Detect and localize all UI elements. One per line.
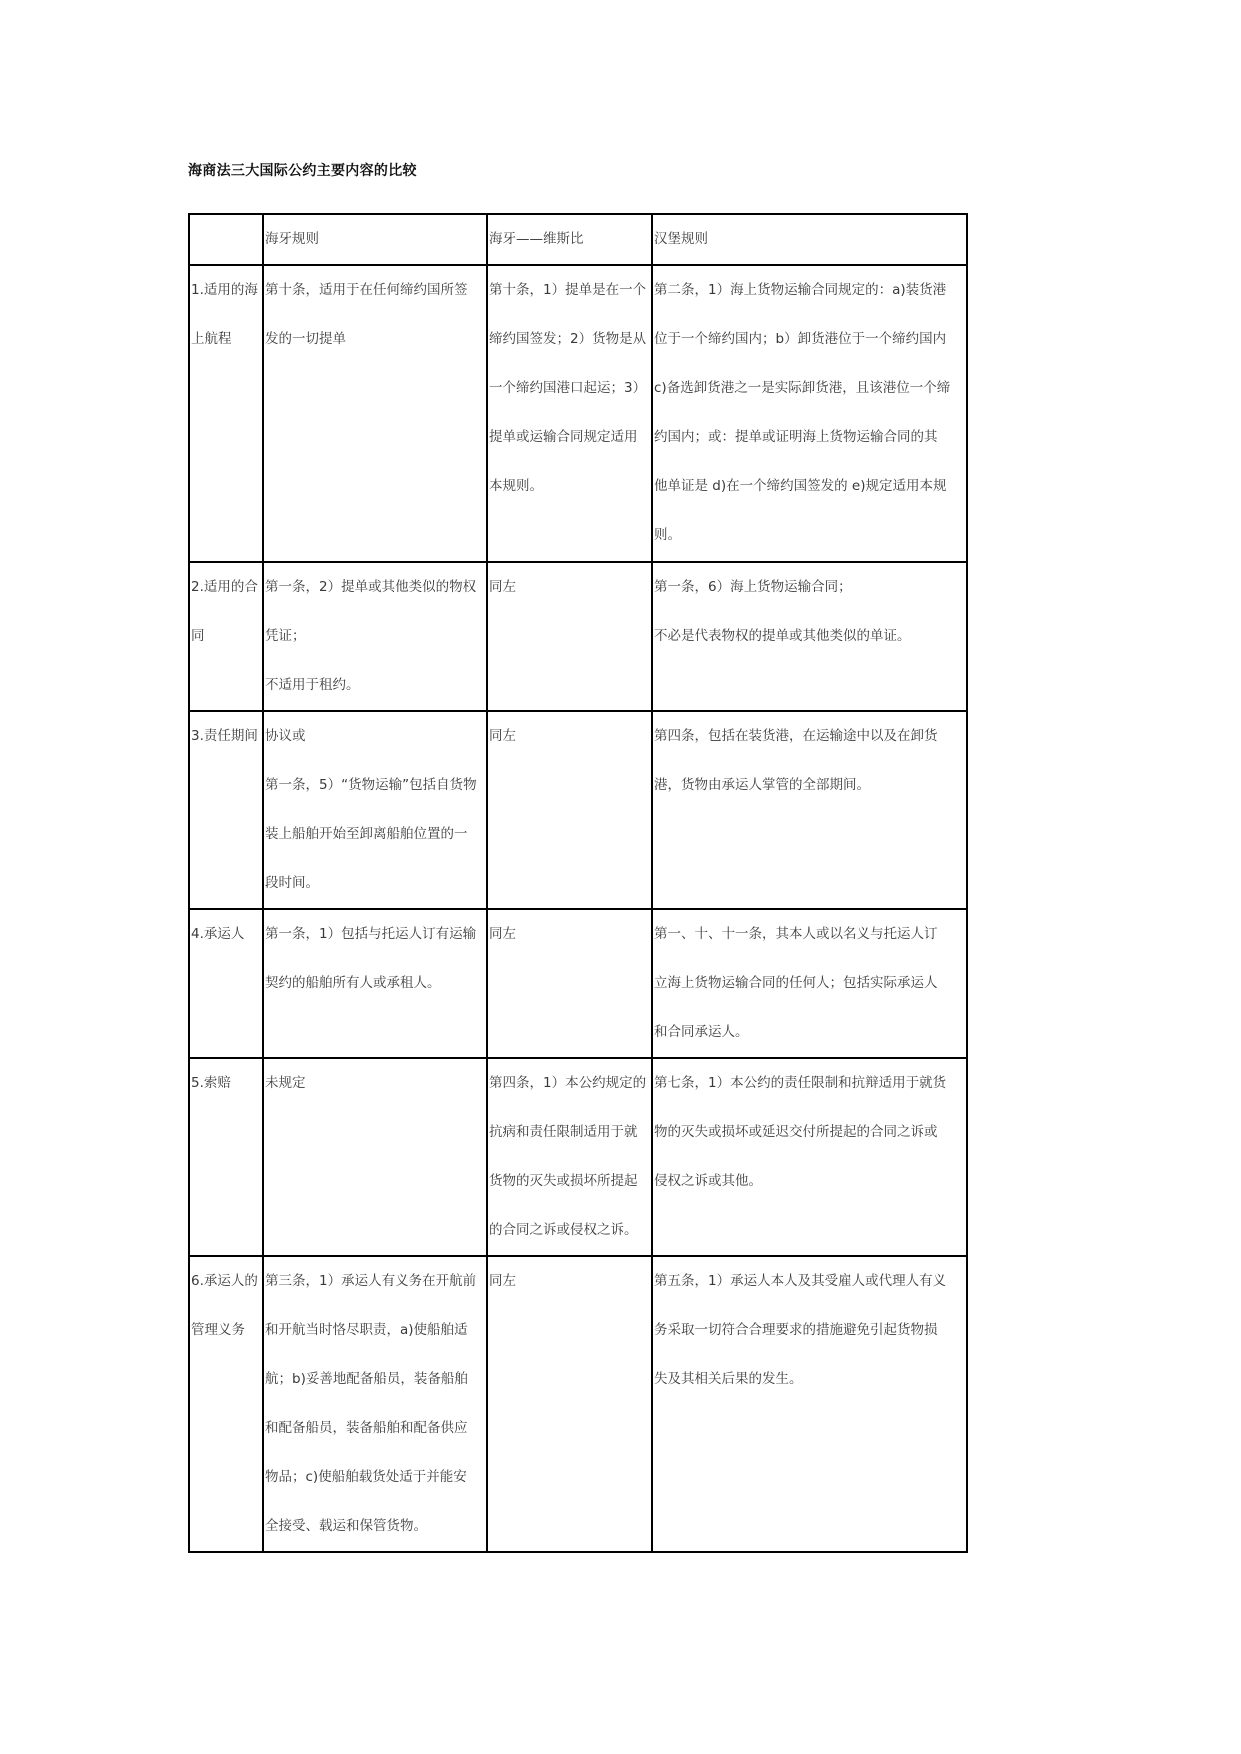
cell-line: 第一条，6）海上货物运输合同； xyxy=(654,579,852,595)
cell-line: 不必是代表物权的提单或其他类似的单证。 xyxy=(654,628,911,644)
cell-line: 港，货物由承运人掌管的全部期间。 xyxy=(654,777,870,793)
cell-line: 第七条，1）本公约的责任限制和抗辩适用于就货 xyxy=(654,1075,947,1091)
cell-line: 5.索赔 xyxy=(191,1075,231,1091)
cell-line: 物的灭失或损坏或延迟交付所提起的合同之诉或 xyxy=(654,1124,938,1140)
cell-line: 约国内；或：提单或证明海上货物运输合同的其 xyxy=(654,429,938,445)
cell-line: 的合同之诉或侵权之诉。 xyxy=(489,1222,638,1238)
cell-line: 第三条，1）承运人有义务在开航前 xyxy=(265,1273,477,1289)
cell-line: 6.承运人的 xyxy=(191,1273,258,1289)
cell-topic xyxy=(189,562,263,711)
cell-line: 航；b)妥善地配备船员，装备船舶 xyxy=(265,1371,468,1387)
cell-line: 上航程 xyxy=(191,331,232,347)
cell-hague xyxy=(263,1058,487,1256)
header-cell xyxy=(189,214,263,265)
cell-line: 发的一切提单 xyxy=(265,331,346,347)
cell-line: 装上船舶开始至卸离船舶位置的一 xyxy=(265,826,468,842)
cell-line: 缔约国签发；2）货物是从 xyxy=(489,331,647,347)
cell-line: 段时间。 xyxy=(265,875,319,891)
cell-line: 凭证； xyxy=(265,628,306,644)
cell-line: 同左 xyxy=(489,579,516,595)
cell-line: 管理义务 xyxy=(191,1322,245,1338)
cell-line: 抗病和责任限制适用于就 xyxy=(489,1124,638,1140)
header-cell xyxy=(652,214,967,265)
table-row xyxy=(189,562,967,711)
table-row xyxy=(189,1256,967,1552)
cell-hague xyxy=(263,562,487,711)
comparison-table xyxy=(188,213,968,1553)
cell-line: 2.适用的合 xyxy=(191,579,258,595)
cell-topic xyxy=(189,711,263,909)
cell-visby xyxy=(487,711,652,909)
cell-line: 失及其相关后果的发生。 xyxy=(654,1371,803,1387)
cell-line: 同左 xyxy=(489,926,516,942)
cell-line: 货物的灭失或损坏所提起 xyxy=(489,1173,638,1189)
cell-line: 一个缔约国港口起运；3） xyxy=(489,380,647,396)
cell-line: 提单或运输合同规定适用 xyxy=(489,429,638,445)
cell-line: 第一条，2）提单或其他类似的物权 xyxy=(265,579,477,595)
table-row xyxy=(189,1058,967,1256)
cell-line: 务采取一切符合合理要求的措施避免引起货物损 xyxy=(654,1322,938,1338)
cell-line: 侵权之诉或其他。 xyxy=(654,1173,762,1189)
table-row xyxy=(189,711,967,909)
cell-line: 第一、十、十一条，其本人或以名义与托运人订 xyxy=(654,926,938,942)
cell-line: 1.适用的海 xyxy=(191,282,258,298)
cell-line: 同左 xyxy=(489,728,516,744)
cell-line: 第十条，1）提单是在一个 xyxy=(489,282,647,298)
cell-line: 第四条，1）本公约规定的 xyxy=(489,1075,647,1091)
cell-visby xyxy=(487,562,652,711)
cell-line: 则。 xyxy=(654,527,681,543)
cell-line: 契约的船舶所有人或承租人。 xyxy=(265,975,441,991)
header-cell-text: 海牙——维斯比 xyxy=(489,231,584,247)
cell-line: 第四条，包括在装货港，在运输途中以及在卸货 xyxy=(654,728,938,744)
header-cell xyxy=(263,214,487,265)
header-cell-text: 海牙规则 xyxy=(265,231,319,247)
cell-hamburg xyxy=(652,562,967,711)
table-row xyxy=(189,909,967,1058)
cell-line: 和配备船员，装备船舶和配备供应 xyxy=(265,1420,468,1436)
cell-line: 第一条，1）包括与托运人订有运输 xyxy=(265,926,477,942)
cell-line: 未规定 xyxy=(265,1075,306,1091)
cell-hague xyxy=(263,909,487,1058)
cell-topic xyxy=(189,1058,263,1256)
table-header-row xyxy=(189,214,967,265)
cell-line: 不适用于租约。 xyxy=(265,677,360,693)
cell-line: c)备选卸货港之一是实际卸货港，且该港位一个缔 xyxy=(654,380,951,396)
cell-line: 第五条，1）承运人本人及其受雇人或代理人有义 xyxy=(654,1273,947,1289)
cell-topic xyxy=(189,265,263,562)
cell-line: 协议或 xyxy=(265,728,306,744)
cell-line: 4.承运人 xyxy=(191,926,245,942)
cell-hague xyxy=(263,711,487,909)
cell-hague xyxy=(263,1256,487,1552)
cell-topic xyxy=(189,909,263,1058)
cell-hague xyxy=(263,265,487,562)
cell-line: 本规则。 xyxy=(489,478,543,494)
cell-line: 同左 xyxy=(489,1273,516,1289)
cell-line: 全接受、载运和保管货物。 xyxy=(265,1518,427,1534)
cell-line: 他单证是 d)在一个缔约国签发的 e)规定适用本规 xyxy=(654,478,947,494)
cell-visby xyxy=(487,1256,652,1552)
cell-line: 第一条，5）“货物运输”包括自货物 xyxy=(265,777,477,793)
cell-hamburg xyxy=(652,1058,967,1256)
document-title: 海商法三大国际公约主要内容的比较 xyxy=(188,163,417,179)
cell-line: 同 xyxy=(191,628,205,644)
cell-hamburg xyxy=(652,711,967,909)
cell-line: 和合同承运人。 xyxy=(654,1024,749,1040)
header-cell xyxy=(487,214,652,265)
cell-visby xyxy=(487,909,652,1058)
table-row xyxy=(189,265,967,562)
cell-visby xyxy=(487,265,652,562)
cell-line: 第十条，适用于在任何缔约国所签 xyxy=(265,282,468,298)
cell-line: 立海上货物运输合同的任何人；包括实际承运人 xyxy=(654,975,938,991)
cell-hamburg xyxy=(652,265,967,562)
cell-hamburg xyxy=(652,909,967,1058)
header-cell-text: 汉堡规则 xyxy=(654,231,708,247)
cell-line: 和开航当时恪尽职责，a)使船舶适 xyxy=(265,1322,468,1338)
comparison-table-body xyxy=(189,214,967,1552)
cell-line: 物品；c)使船舶载货处适于并能安 xyxy=(265,1469,467,1485)
cell-line: 3.责任期间 xyxy=(191,728,258,744)
cell-line: 第二条，1）海上货物运输合同规定的：a)装货港 xyxy=(654,282,947,298)
cell-line: 位于一个缔约国内；b）卸货港位于一个缔约国内 xyxy=(654,331,947,347)
cell-visby xyxy=(487,1058,652,1256)
cell-hamburg xyxy=(652,1256,967,1552)
cell-topic xyxy=(189,1256,263,1552)
